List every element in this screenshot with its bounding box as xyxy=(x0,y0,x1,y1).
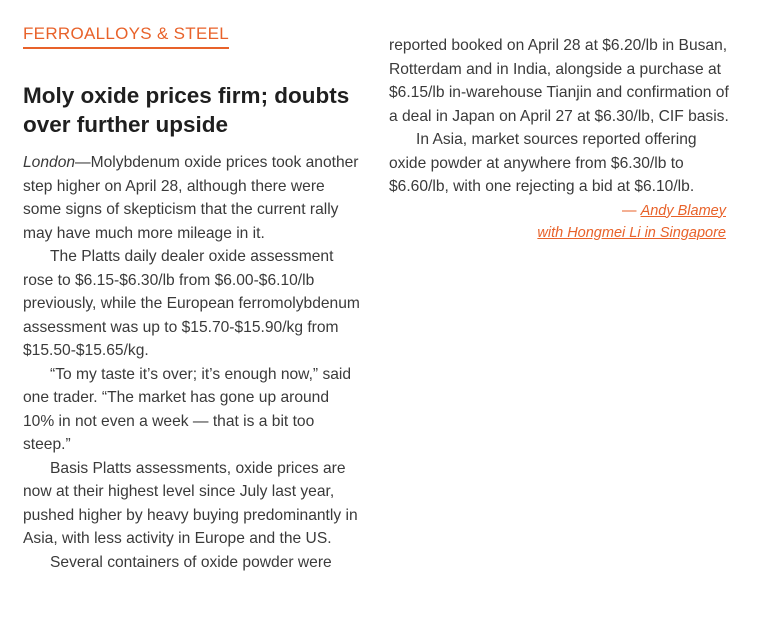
article-paragraph: The Platts daily dealer oxide assessment rose to $6.15-$6.30/lb from $6.00-$6.10/lb previously, while the European ferromolybdenum assessment was up to $15.70-$15.90/kg from $15.50-$15.65/kg. xyxy=(23,248,360,359)
author-link[interactable]: Andy Blamey xyxy=(640,202,726,219)
article-paragraph: In Asia, market sources reported offering oxide powder at anywhere from $6.30/lb to $6.60/lb, with one rejecting a bid at $6.10/lb. xyxy=(389,131,697,195)
right-column xyxy=(389,34,734,244)
article-body-right xyxy=(389,34,734,199)
article-headline: Moly oxide prices firm; doubts over further upside xyxy=(23,83,350,137)
byline xyxy=(389,200,734,244)
left-column xyxy=(23,24,363,574)
byline-dash: — xyxy=(622,202,641,219)
section-label[interactable]: FERROALLOYS & STEEL xyxy=(23,24,229,49)
article-body-left xyxy=(23,151,363,574)
article-paragraph: Several containers of oxide powder were xyxy=(50,553,332,571)
article-paragraph: “To my taste it’s over; it’s enough now,” said one trader. “The market has gone up around 10% in not even a week — that is a bit too steep.” xyxy=(23,365,352,453)
byline-author-line xyxy=(389,200,726,222)
coauthor-link[interactable]: with Hongmei Li in Singapore xyxy=(537,224,726,241)
article-paragraph: Basis Platts assessments, oxide prices are now at their highest level since July last year, pushed higher by heavy buying predominantly in Asia, with less activity in Europe and the US. xyxy=(23,459,358,547)
paragraph-text: —Molybdenum oxide prices took another step higher on April 28, although there were some signs of skepticism that the current rally may have much more mileage in it. xyxy=(23,154,359,242)
dateline: London xyxy=(23,154,76,171)
byline-coauthor-line xyxy=(389,222,726,244)
article-paragraph xyxy=(23,151,363,245)
article-paragraph: reported booked on April 28 at $6.20/lb in Busan, Rotterdam and in India, alongside a purchase at $6.15/lb in-warehouse Tianjin and confirmation of a deal in Japan on April 27 at $6.30/lb, CIF basis. xyxy=(389,37,729,125)
